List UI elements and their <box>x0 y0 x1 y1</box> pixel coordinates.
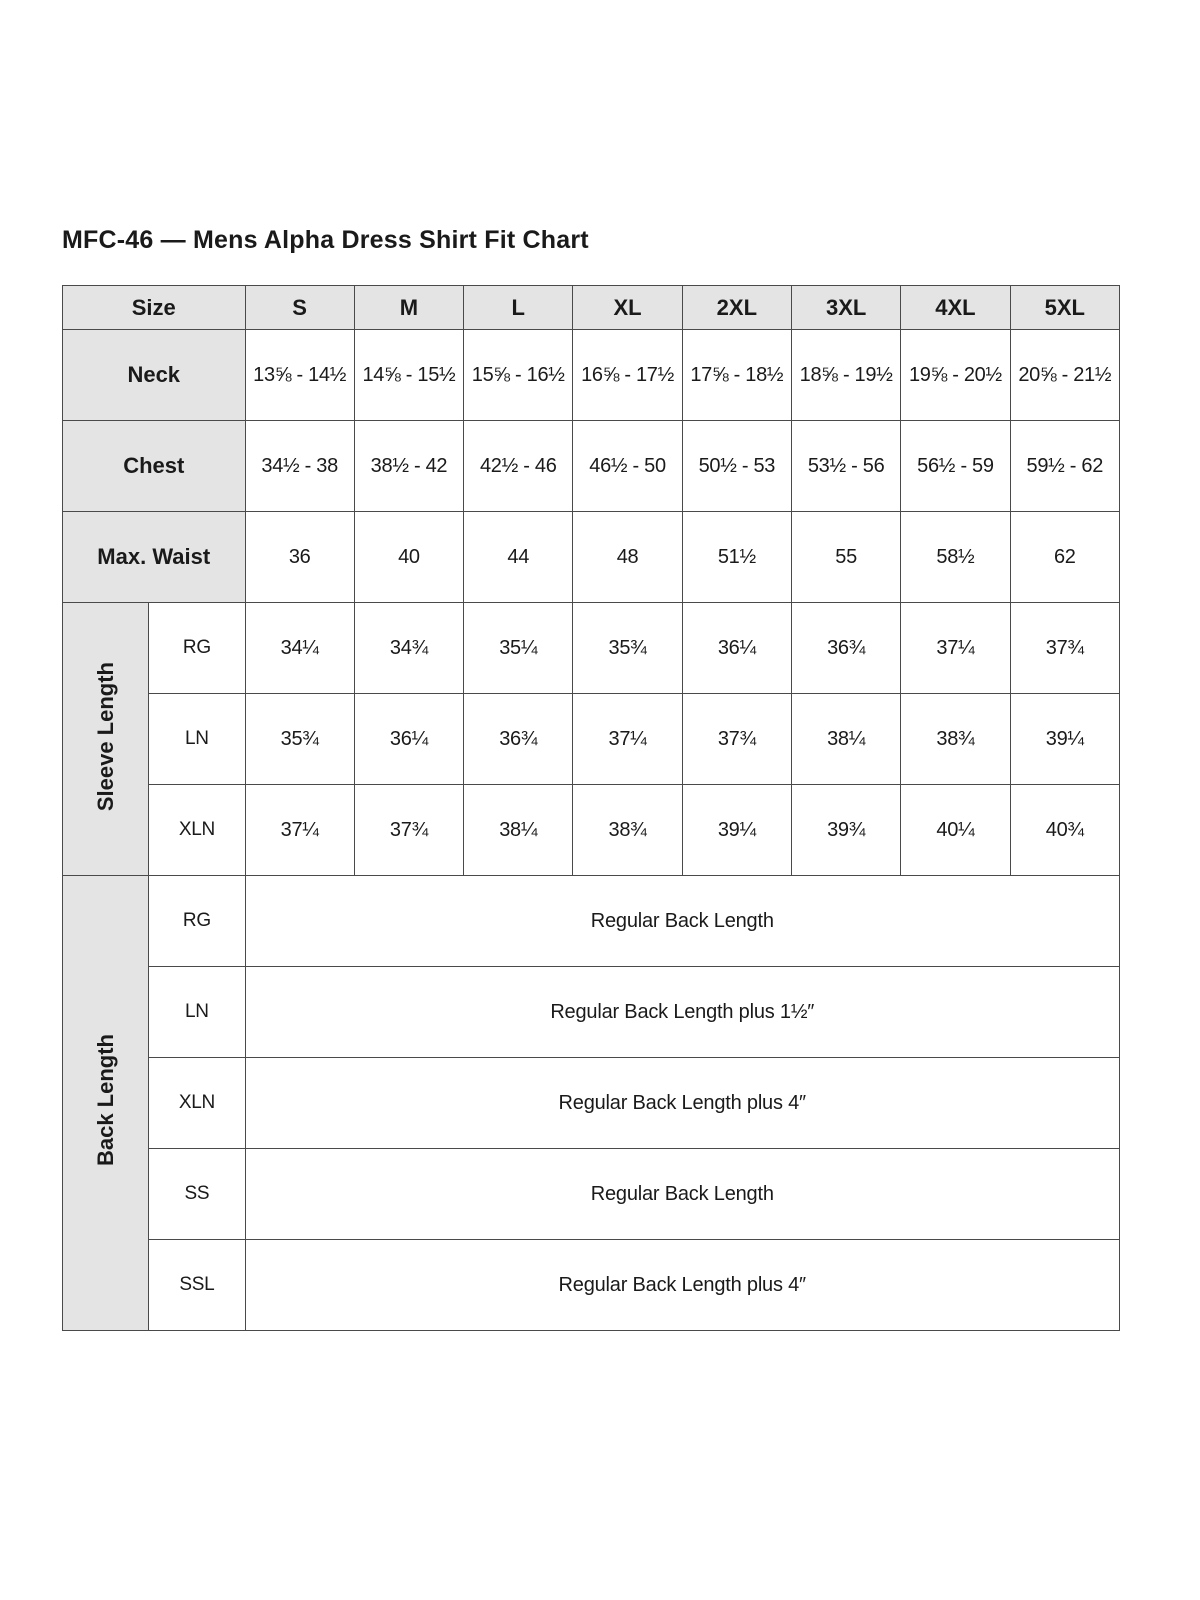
neck-value: 17⅝ - 18½ <box>682 330 791 421</box>
chest-value: 34½ - 38 <box>245 421 354 512</box>
sleeve-rg-value: 35¾ <box>573 603 682 694</box>
chest-value: 42½ - 46 <box>464 421 573 512</box>
sleeve-rg-value: 36¾ <box>791 603 900 694</box>
back-ssl-row <box>63 1240 1120 1331</box>
back-ln-row <box>63 967 1120 1058</box>
sleeve-xln-row <box>63 785 1120 876</box>
chest-value: 38½ - 42 <box>354 421 463 512</box>
fit-chart-table <box>62 285 1120 1331</box>
chest-value: 56½ - 59 <box>901 421 1010 512</box>
back-rg-label: RG <box>149 876 245 967</box>
sleeve-xln-value: 40¼ <box>901 785 1010 876</box>
neck-value: 19⅝ - 20½ <box>901 330 1010 421</box>
max-waist-value: 48 <box>573 512 682 603</box>
size-col-3xl: 3XL <box>791 286 900 330</box>
max-waist-label: Max. Waist <box>63 512 246 603</box>
size-col-xl: XL <box>573 286 682 330</box>
back-rg-row <box>63 876 1120 967</box>
neck-value: 13⅝ - 14½ <box>245 330 354 421</box>
max-waist-value: 58½ <box>901 512 1010 603</box>
sleeve-length-group-label <box>63 603 149 876</box>
back-length-group-label <box>63 876 149 1331</box>
back-xln-row <box>63 1058 1120 1149</box>
size-col-2xl: 2XL <box>682 286 791 330</box>
sleeve-rg-value: 36¼ <box>682 603 791 694</box>
size-col-l: L <box>464 286 573 330</box>
neck-value: 16⅝ - 17½ <box>573 330 682 421</box>
sleeve-rg-label: RG <box>149 603 245 694</box>
sleeve-ln-value: 39¼ <box>1010 694 1119 785</box>
back-length-group-label-text: Back Length <box>92 1034 118 1167</box>
chest-label: Chest <box>63 421 246 512</box>
chest-value: 46½ - 50 <box>573 421 682 512</box>
sleeve-rg-value: 37¼ <box>901 603 1010 694</box>
back-ss-value: Regular Back Length <box>245 1149 1120 1240</box>
sleeve-ln-value: 38¼ <box>791 694 900 785</box>
chest-row <box>63 421 1120 512</box>
size-col-4xl: 4XL <box>901 286 1010 330</box>
max-waist-row <box>63 512 1120 603</box>
page-title: MFC-46 — Mens Alpha Dress Shirt Fit Chart <box>62 226 589 254</box>
sleeve-rg-value: 37¾ <box>1010 603 1119 694</box>
max-waist-value: 44 <box>464 512 573 603</box>
sleeve-rg-row <box>63 603 1120 694</box>
header-row <box>63 286 1120 330</box>
chest-value: 50½ - 53 <box>682 421 791 512</box>
neck-value: 14⅝ - 15½ <box>354 330 463 421</box>
back-xln-value: Regular Back Length plus 4″ <box>245 1058 1120 1149</box>
sleeve-xln-value: 40¾ <box>1010 785 1119 876</box>
back-xln-label: XLN <box>149 1058 245 1149</box>
sleeve-ln-value: 36¼ <box>354 694 463 785</box>
sleeve-ln-label: LN <box>149 694 245 785</box>
sleeve-xln-value: 39¾ <box>791 785 900 876</box>
sleeve-xln-label: XLN <box>149 785 245 876</box>
max-waist-value: 40 <box>354 512 463 603</box>
neck-value: 15⅝ - 16½ <box>464 330 573 421</box>
sleeve-xln-value: 38¾ <box>573 785 682 876</box>
sleeve-ln-row <box>63 694 1120 785</box>
neck-value: 20⅝ - 21½ <box>1010 330 1119 421</box>
neck-value: 18⅝ - 19½ <box>791 330 900 421</box>
sleeve-rg-value: 34¼ <box>245 603 354 694</box>
back-ss-row <box>63 1149 1120 1240</box>
sleeve-ln-value: 36¾ <box>464 694 573 785</box>
back-ln-value: Regular Back Length plus 1½″ <box>245 967 1120 1058</box>
max-waist-value: 62 <box>1010 512 1119 603</box>
chest-value: 53½ - 56 <box>791 421 900 512</box>
back-rg-value: Regular Back Length <box>245 876 1120 967</box>
back-ln-label: LN <box>149 967 245 1058</box>
neck-label: Neck <box>63 330 246 421</box>
sleeve-ln-value: 35¾ <box>245 694 354 785</box>
back-ssl-value: Regular Back Length plus 4″ <box>245 1240 1120 1331</box>
max-waist-value: 51½ <box>682 512 791 603</box>
sleeve-rg-value: 34¾ <box>354 603 463 694</box>
size-col-s: S <box>245 286 354 330</box>
sleeve-xln-value: 37¼ <box>245 785 354 876</box>
back-ssl-label: SSL <box>149 1240 245 1331</box>
sleeve-xln-value: 38¼ <box>464 785 573 876</box>
sleeve-rg-value: 35¼ <box>464 603 573 694</box>
sleeve-ln-value: 37¼ <box>573 694 682 785</box>
sleeve-xln-value: 39¼ <box>682 785 791 876</box>
size-col-5xl: 5XL <box>1010 286 1119 330</box>
back-ss-label: SS <box>149 1149 245 1240</box>
sleeve-ln-value: 38¾ <box>901 694 1010 785</box>
sleeve-xln-value: 37¾ <box>354 785 463 876</box>
sleeve-length-group-label-text: Sleeve Length <box>92 661 118 812</box>
chest-value: 59½ - 62 <box>1010 421 1119 512</box>
max-waist-value: 36 <box>245 512 354 603</box>
size-header-cell: Size <box>63 286 246 330</box>
max-waist-value: 55 <box>791 512 900 603</box>
sleeve-ln-value: 37¾ <box>682 694 791 785</box>
size-col-m: M <box>354 286 463 330</box>
neck-row <box>63 330 1120 421</box>
